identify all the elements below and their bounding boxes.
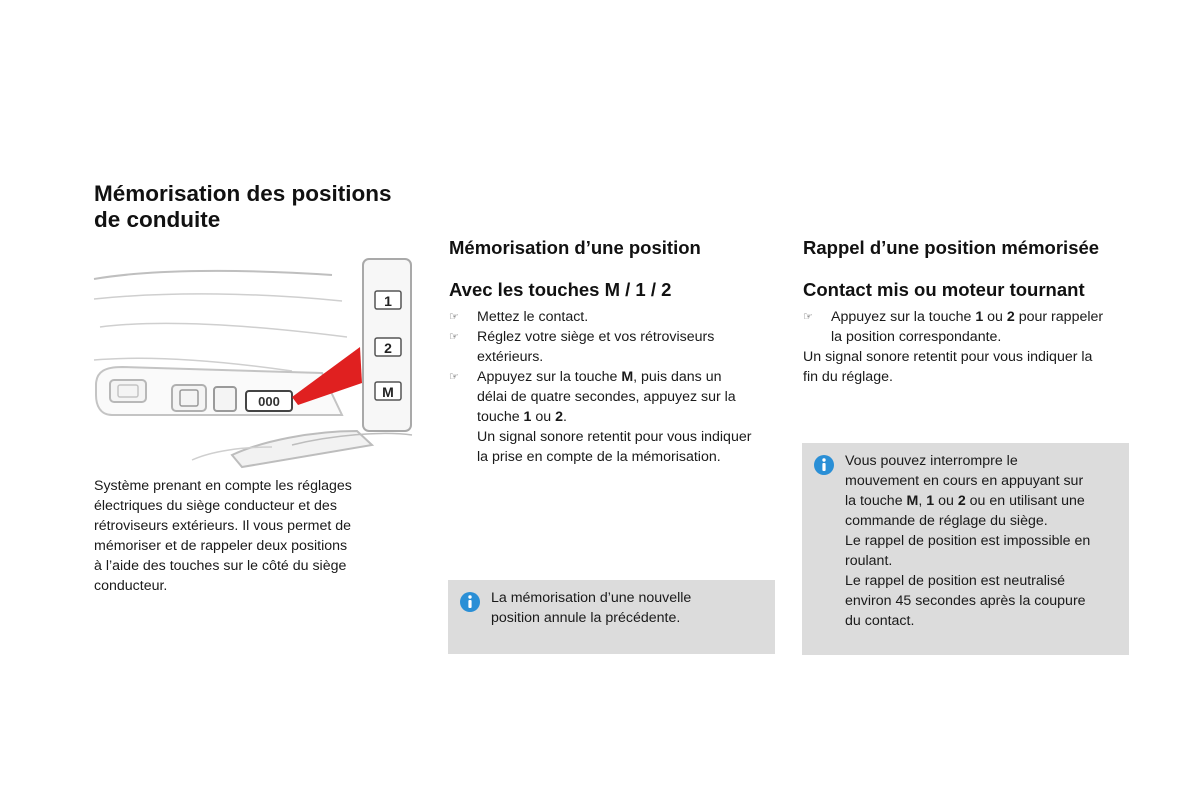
description-line: Système prenant en compte les réglages [94,478,352,494]
memory-button-2-label: 2 [384,340,392,356]
seat-memory-illustration [92,255,422,470]
recall-note-box [802,443,1129,655]
pointing-hand-icon: ☞ [449,371,459,383]
system-description [94,476,394,596]
step-item: ☞ Appuyez sur la touche 1 ou 2 pour rappeler la position correspondante. [803,309,1104,345]
page-title [94,181,434,233]
memory-button-1-label: 1 [384,293,392,309]
pointing-hand-icon: ☞ [449,331,459,343]
description-line: conducteur. [94,578,168,594]
memorize-note-text: La mémorisation d’une nouvelle position annule la précédente. [491,590,692,626]
memorize-subheading: Avec les touches M / 1 / 2 [449,279,672,300]
memorize-heading: Mémorisation d’une position [449,237,701,258]
step-item: ☞ Mettez le contact. [449,309,589,325]
info-icon [460,592,480,612]
page-title-line2: de conduite [94,207,221,232]
step-item: ☞ Appuyez sur la touche M, puis dans un délai de quatre secondes, appuyez sur la touche 1 ou 2. Un signal sonore retentit pour vous indiquer la prise en compte de la mémorisation. [449,369,752,465]
note-line: la touche M, 1 ou 2 ou en utilisant une [845,493,1085,509]
pointing-hand-icon: ☞ [449,311,459,323]
memorize-steps [449,307,779,467]
recall-heading: Rappel d’une position mémorisée [803,237,1100,258]
recall-note-text: Vous pouvez interrompre le mouvement en cours en appuyant sur la touche M, 1 ou 2 ou en utilisant une commande de réglage du siège. Le rappel de position est impossible en roulant. Le rappel de position est neutralisé environ 45 secondes après la coupure du contact. [845,451,1123,631]
memory-button-m-label: M [382,384,394,400]
description-line: à l’aide des touches sur le côté du siège [94,558,347,574]
page-title-line1: Mémorisation des positions [94,181,392,206]
recall-steps [803,307,1133,347]
pointing-hand-icon: ☞ [803,311,813,323]
seat-panel-drawing [92,255,422,470]
description-line: rétroviseurs extérieurs. Il vous permet de [94,518,352,534]
description-line: mémoriser et de rappeler deux positions [94,538,348,554]
memorize-note-box [448,580,775,654]
step-item: ☞ Réglez votre siège et vos rétroviseurs extérieurs. [449,329,715,365]
description-line: électriques du siège conducteur et des [94,498,337,514]
panel-buttons-label: 000 [258,394,280,409]
recall-subheading: Contact mis ou moteur tournant [803,279,1085,300]
recall-paragraph: Un signal sonore retentit pour vous indiquer la fin du réglage. [803,349,1093,385]
info-icon [814,455,834,475]
